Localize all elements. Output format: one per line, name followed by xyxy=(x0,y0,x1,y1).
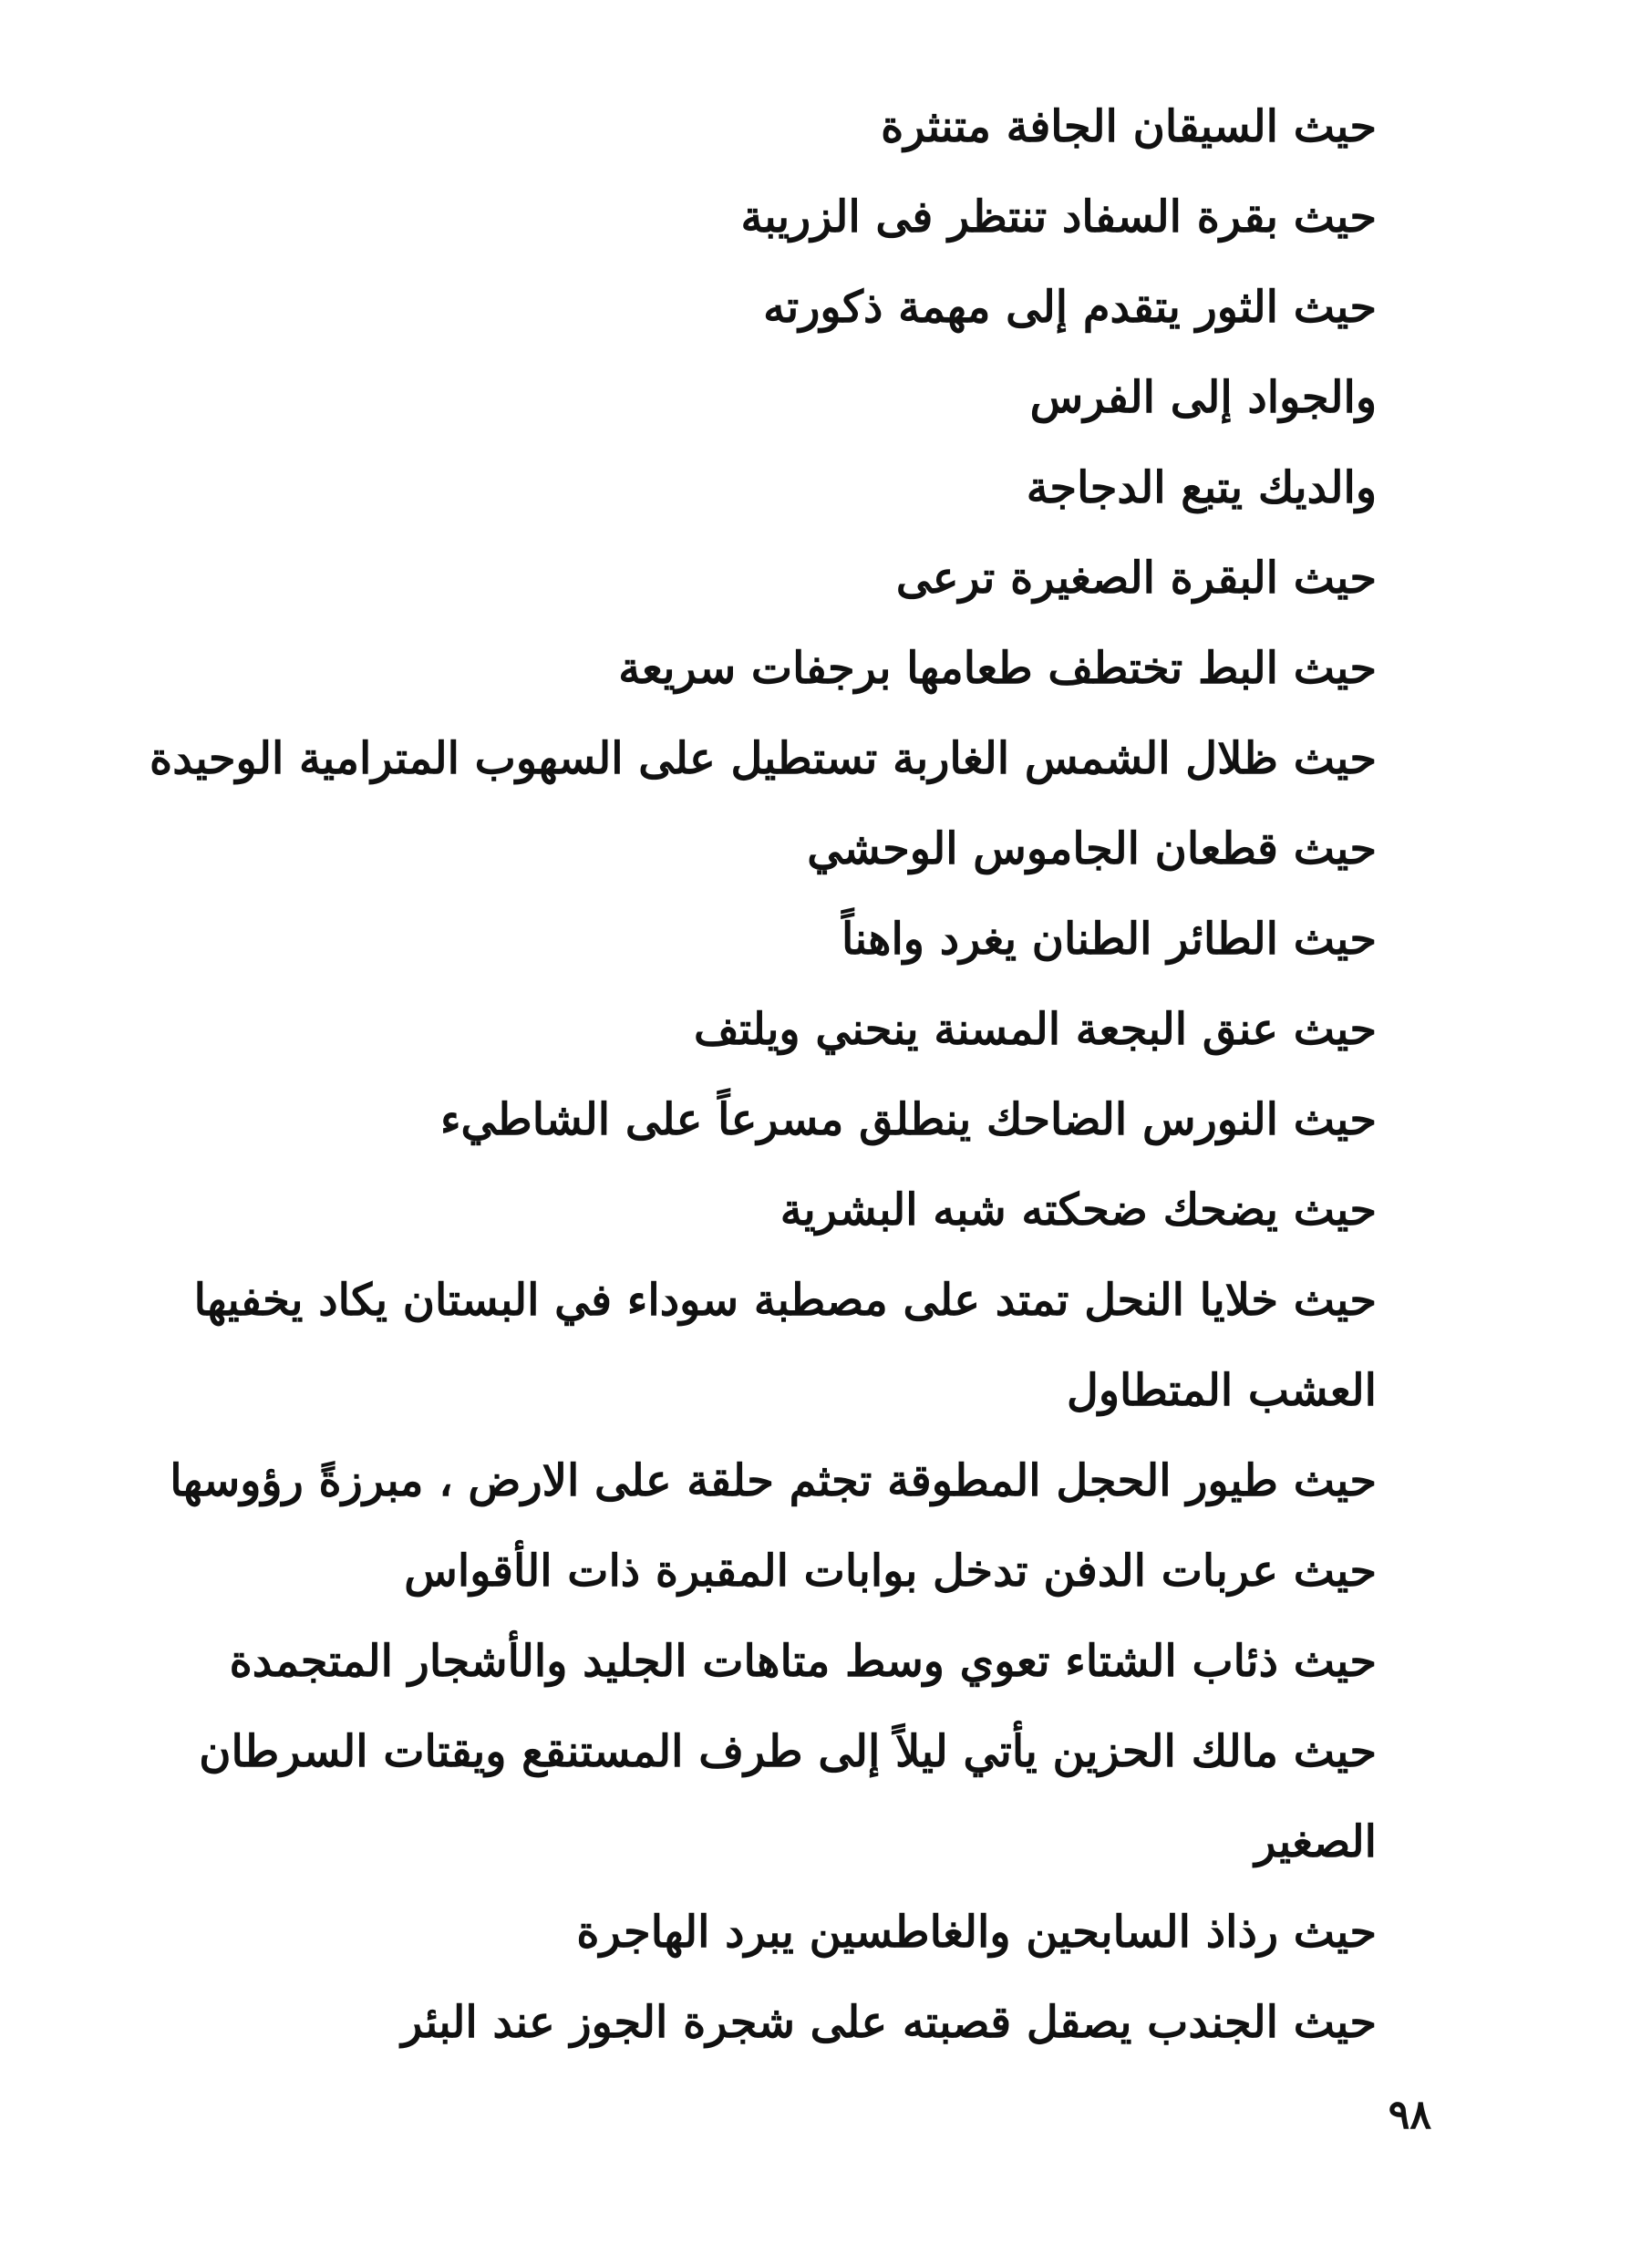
poem-line: حيث رذاذ السابحين والغاطسين يبرد الهاجرة xyxy=(576,1907,1377,1958)
poem-line: حيث الثور يتقدم إلى مهمة ذكورته xyxy=(763,282,1377,333)
poem-line: حيث ذئاب الشتاء تعوي وسط متاهات الجليد والأشجار المتجمدة xyxy=(229,1636,1377,1687)
poem-line: حيث طيور الحجل المطوقة تجثم حلقة على الارض ، مبرزةً رؤوسها xyxy=(170,1455,1377,1506)
poem-line: حيث خلايا النحل تمتد على مصطبة سوداء في البستان يكاد يخفيها xyxy=(193,1275,1377,1326)
poem-line: الصغير xyxy=(1254,1816,1377,1867)
poem-line: حيث ظلال الشمس الغاربة تستطيل على السهوب المترامية الوحيدة xyxy=(150,733,1377,784)
poem-line: حيث البقرة الصغيرة ترعى xyxy=(895,553,1377,604)
poem-line: حيث عربات الدفن تدخل بوابات المقبرة ذات الأقواس xyxy=(404,1546,1377,1597)
poem-line: والجواد إلى الفرس xyxy=(1029,372,1377,423)
poem-line: حيث الطائر الطنان يغرد واهناً xyxy=(841,914,1377,965)
poem-body xyxy=(150,82,1377,2068)
poem-line: حيث السيقان الجافة متنثرة xyxy=(881,101,1377,152)
page-number: ٩٨ xyxy=(1388,2092,1431,2138)
poem-line: حيث عنق البجعة المسنة ينحني ويلتف xyxy=(694,1004,1377,1055)
poem-line: حيث النورس الضاحك ينطلق مسرعاً على الشاطيء xyxy=(439,1094,1377,1145)
poem-line: حيث بقرة السفاد تنتظر فى الزريبة xyxy=(740,191,1377,243)
poem-line: والديك يتبع الدجاجة xyxy=(1026,462,1377,513)
poem-line: العشب المتطاول xyxy=(1066,1365,1377,1416)
poem-line: حيث الجندب يصقل قصبته على شجرة الجوز عند البئر xyxy=(401,1997,1377,2048)
poem-line: حيث يضحك ضحكته شبه البشرية xyxy=(780,1184,1377,1236)
poem-line: حيث البط تختطف طعامها برجفات سريعة xyxy=(618,643,1377,694)
poem-line: حيث مالك الحزين يأتي ليلاً إلى طرف المستنقع ويقتات السرطان xyxy=(199,1726,1377,1777)
poem-line: حيث قطعان الجاموس الوحشي xyxy=(807,823,1377,874)
